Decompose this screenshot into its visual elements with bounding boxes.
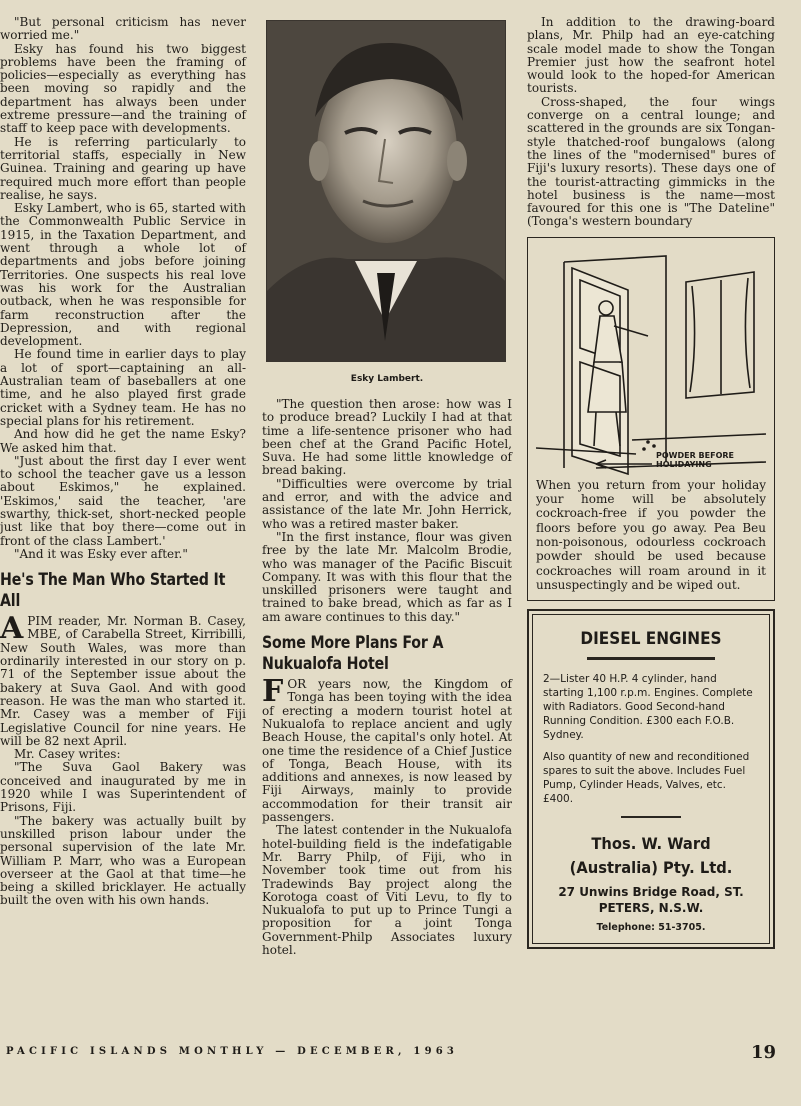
headline-nukualofa-hotel: Some More Plans For A Nukualofa Hotel — [262, 633, 444, 674]
dropcap-a: A — [0, 611, 24, 647]
article-casey-lead — [0, 611, 246, 748]
paragraph: He is referring particularly to territorial staffs, especially in New Guinea. Training and gearing up have required much more effort than people realise, he says. — [0, 134, 246, 202]
page-number: 19 — [751, 1042, 777, 1063]
photo-caption: Esky Lambert. — [350, 374, 424, 384]
divider — [621, 816, 681, 818]
advert-diesel-engines — [527, 609, 775, 949]
paragraph: "The Suva Gaol Bakery was conceived and inaugurated by me in 1920 while I was Superintendent of Prisons, Fiji. — [0, 760, 246, 815]
article-esky-continued — [0, 16, 246, 561]
headline-man-who-started-it: He's The Man Who Started It All — [0, 570, 226, 611]
article-hotel-lead — [262, 674, 512, 825]
advert-title: DIESEL ENGINES — [580, 629, 722, 650]
portrait-illustration — [267, 21, 506, 362]
page-footer: PACIFIC ISLANDS MONTHLY — DECEMBER, 1963 — [6, 1046, 459, 1057]
lead-text: PIM reader, Mr. Norman B. Casey, MBE, of Carabella Street, Kirribilli, New South Wales, was more than ordinarily interested in our story on p. 71 of the September issue about the bakery at Suva Gaol. And with good reason. He was the man who started it. Mr. Casey was a member of Fiji Legislative Council for nine years. He will be 82 next April. — [0, 614, 246, 748]
paragraph: "In the first instance, flour was given free by the late Mr. Malcolm Brodie, who was manager of the Pacific Biscuit Company. It was with this flour that the unskilled prisoners were taught and trained to bake bread, which as far as I am aware continues to this day." — [262, 529, 512, 624]
paragraph: "But personal criticism has never worried me." — [0, 15, 246, 43]
advert-engines-text: 2—Lister 40 H.P. 4 cylinder, hand starting 1,100 r.p.m. Engines. Complete with Radiators. Good Second-hand Running Condition. £300 each F.O.B. Sydney. — [543, 673, 753, 742]
article-hotel-body — [262, 824, 512, 957]
divider — [587, 657, 715, 660]
lead-text: OR years now, the Kingdom of Tonga has been toying with the idea of erecting a modern tourist hotel at Nukualofa to replace ancient and ugly Beach House, the capital's only hotel. At one time the residence of a Chief Justice of Tonga, Beach House, with its additions and annexes, is now leased by Fiji Airways, mainly to provide accommodation for their transit air passengers. — [262, 677, 512, 825]
column-middle — [262, 16, 512, 957]
column-right — [527, 16, 775, 949]
article-hotel-continued — [527, 16, 775, 229]
article-casey-continued — [262, 398, 512, 624]
paragraph: Mr. Casey writes: — [14, 747, 121, 762]
advert-spares-text: Also quantity of new and reconditioned spares to suit the above. Includes Fuel Pump, Cylinder Heads, Valves, etc. £400. — [543, 751, 750, 806]
advert-company: Thos. W. Ward (Australia) Pty. Ltd. — [569, 833, 733, 877]
dropcap-f: F — [262, 674, 284, 710]
advert-powder-text: When you return from your holiday your home will be absolutely cockroach-free if you powder the floors before you go away. Pea Beu non-poisonous, odourless cockroach powder should be used because cockroaches will roam around in it unsuspectingly and be wiped out. — [536, 477, 766, 592]
paragraph: Cross-shaped, the four wings converge on a central lounge; and scattered in the grounds are six Tongan-style thatched-roof bungalows (along the lines of the "modernised" bures of Fiji's luxury resorts). These days one of the tourist-attracting gimmicks in the hotel business is the name—most favoured for this one is "The Dateline" (Tonga's western boundary — [527, 94, 775, 229]
paragraph: "Difficulties were overcome by trial and error, and with the advice and assistance of the late Mr. John Herrick, who was a retired master baker. — [262, 476, 512, 531]
paragraph: The latest contender in the Nukualofa hotel-building field is the indefatigable Mr. Barry Philp, of Fiji, who in November took time out from his Tradewinds Bay project along the Korotoga coast of Viti Levu, to fly to Nukualofa to put up to Prince Tungi a proposition for a joint Tonga Government-Philp Associates luxury hotel. — [262, 823, 512, 957]
advert-address: 27 Unwins Bridge Road, ST. PETERS, N.S.W. — [558, 884, 744, 915]
column-left — [0, 16, 246, 908]
advert-telephone: Telephone: 51-3705. — [596, 921, 706, 933]
paragraph: He found time in earlier days to play a lot of sport—captaining an all-Australian team of baseballers at one time, and he also played first grade cricket with a Sydney team. He has no special plans for his retirement. — [0, 347, 246, 428]
illustration-caption: POWDER BEFORE HOLIDAYING — [656, 450, 734, 469]
paragraph: "And it was Esky ever after." — [14, 546, 188, 561]
paragraph: In addition to the drawing-board plans, Mr. Philp had an eye-catching scale model made to show the Tongan Premier just how the seafront hotel would look to the hoped-for American tourists. — [527, 15, 775, 96]
paragraph: "The bakery was actually built by unskilled prison labour under the personal supervision of the late Mr. William P. Marr, who was a European overseer at the Gaol at that time—he being a skilled bricklayer. He actually built the oven with his own hands. — [0, 813, 246, 908]
paragraph: Esky Lambert, who is 65, started with the Commonwealth Public Service in 1915, in the Taxation Department, and went through a whole lot of departments and jobs before joining Territories. One suspects his real love was his work for the Australian outback, when he was responsible for farm reconstruction after the Depression, and with regional development. — [0, 201, 246, 349]
paragraph: Esky has found his two biggest problems have been the framing of policies—especially as everything has been moving so rapidly and the department has always been under extreme pressure—and the training of staff to keep pace with developments. — [0, 41, 246, 136]
portrait-photo — [266, 20, 506, 362]
door-woman-illustration — [536, 242, 766, 478]
paragraph: And how did he get the name Esky? We asked him that. — [0, 427, 246, 455]
paragraph: "Just about the first day I ever went to school the teacher gave us a lesson about Eskimos," he explained. 'Eskimos,' said the teacher, 'are swarthy, thick-set, short-necked people just like that boy there—come out in front of the class Lambert.' — [0, 453, 246, 548]
advert-illustration — [536, 242, 766, 478]
article-casey-body — [0, 748, 246, 908]
paragraph: "The question then arose: how was I to produce bread? Luckily I had at that time a life-sentence prisoner who had been chef at the Grand Pacific Hotel, Suva. He had some little knowledge of bread baking. — [262, 397, 512, 478]
advert-cockroach-powder — [527, 237, 775, 601]
